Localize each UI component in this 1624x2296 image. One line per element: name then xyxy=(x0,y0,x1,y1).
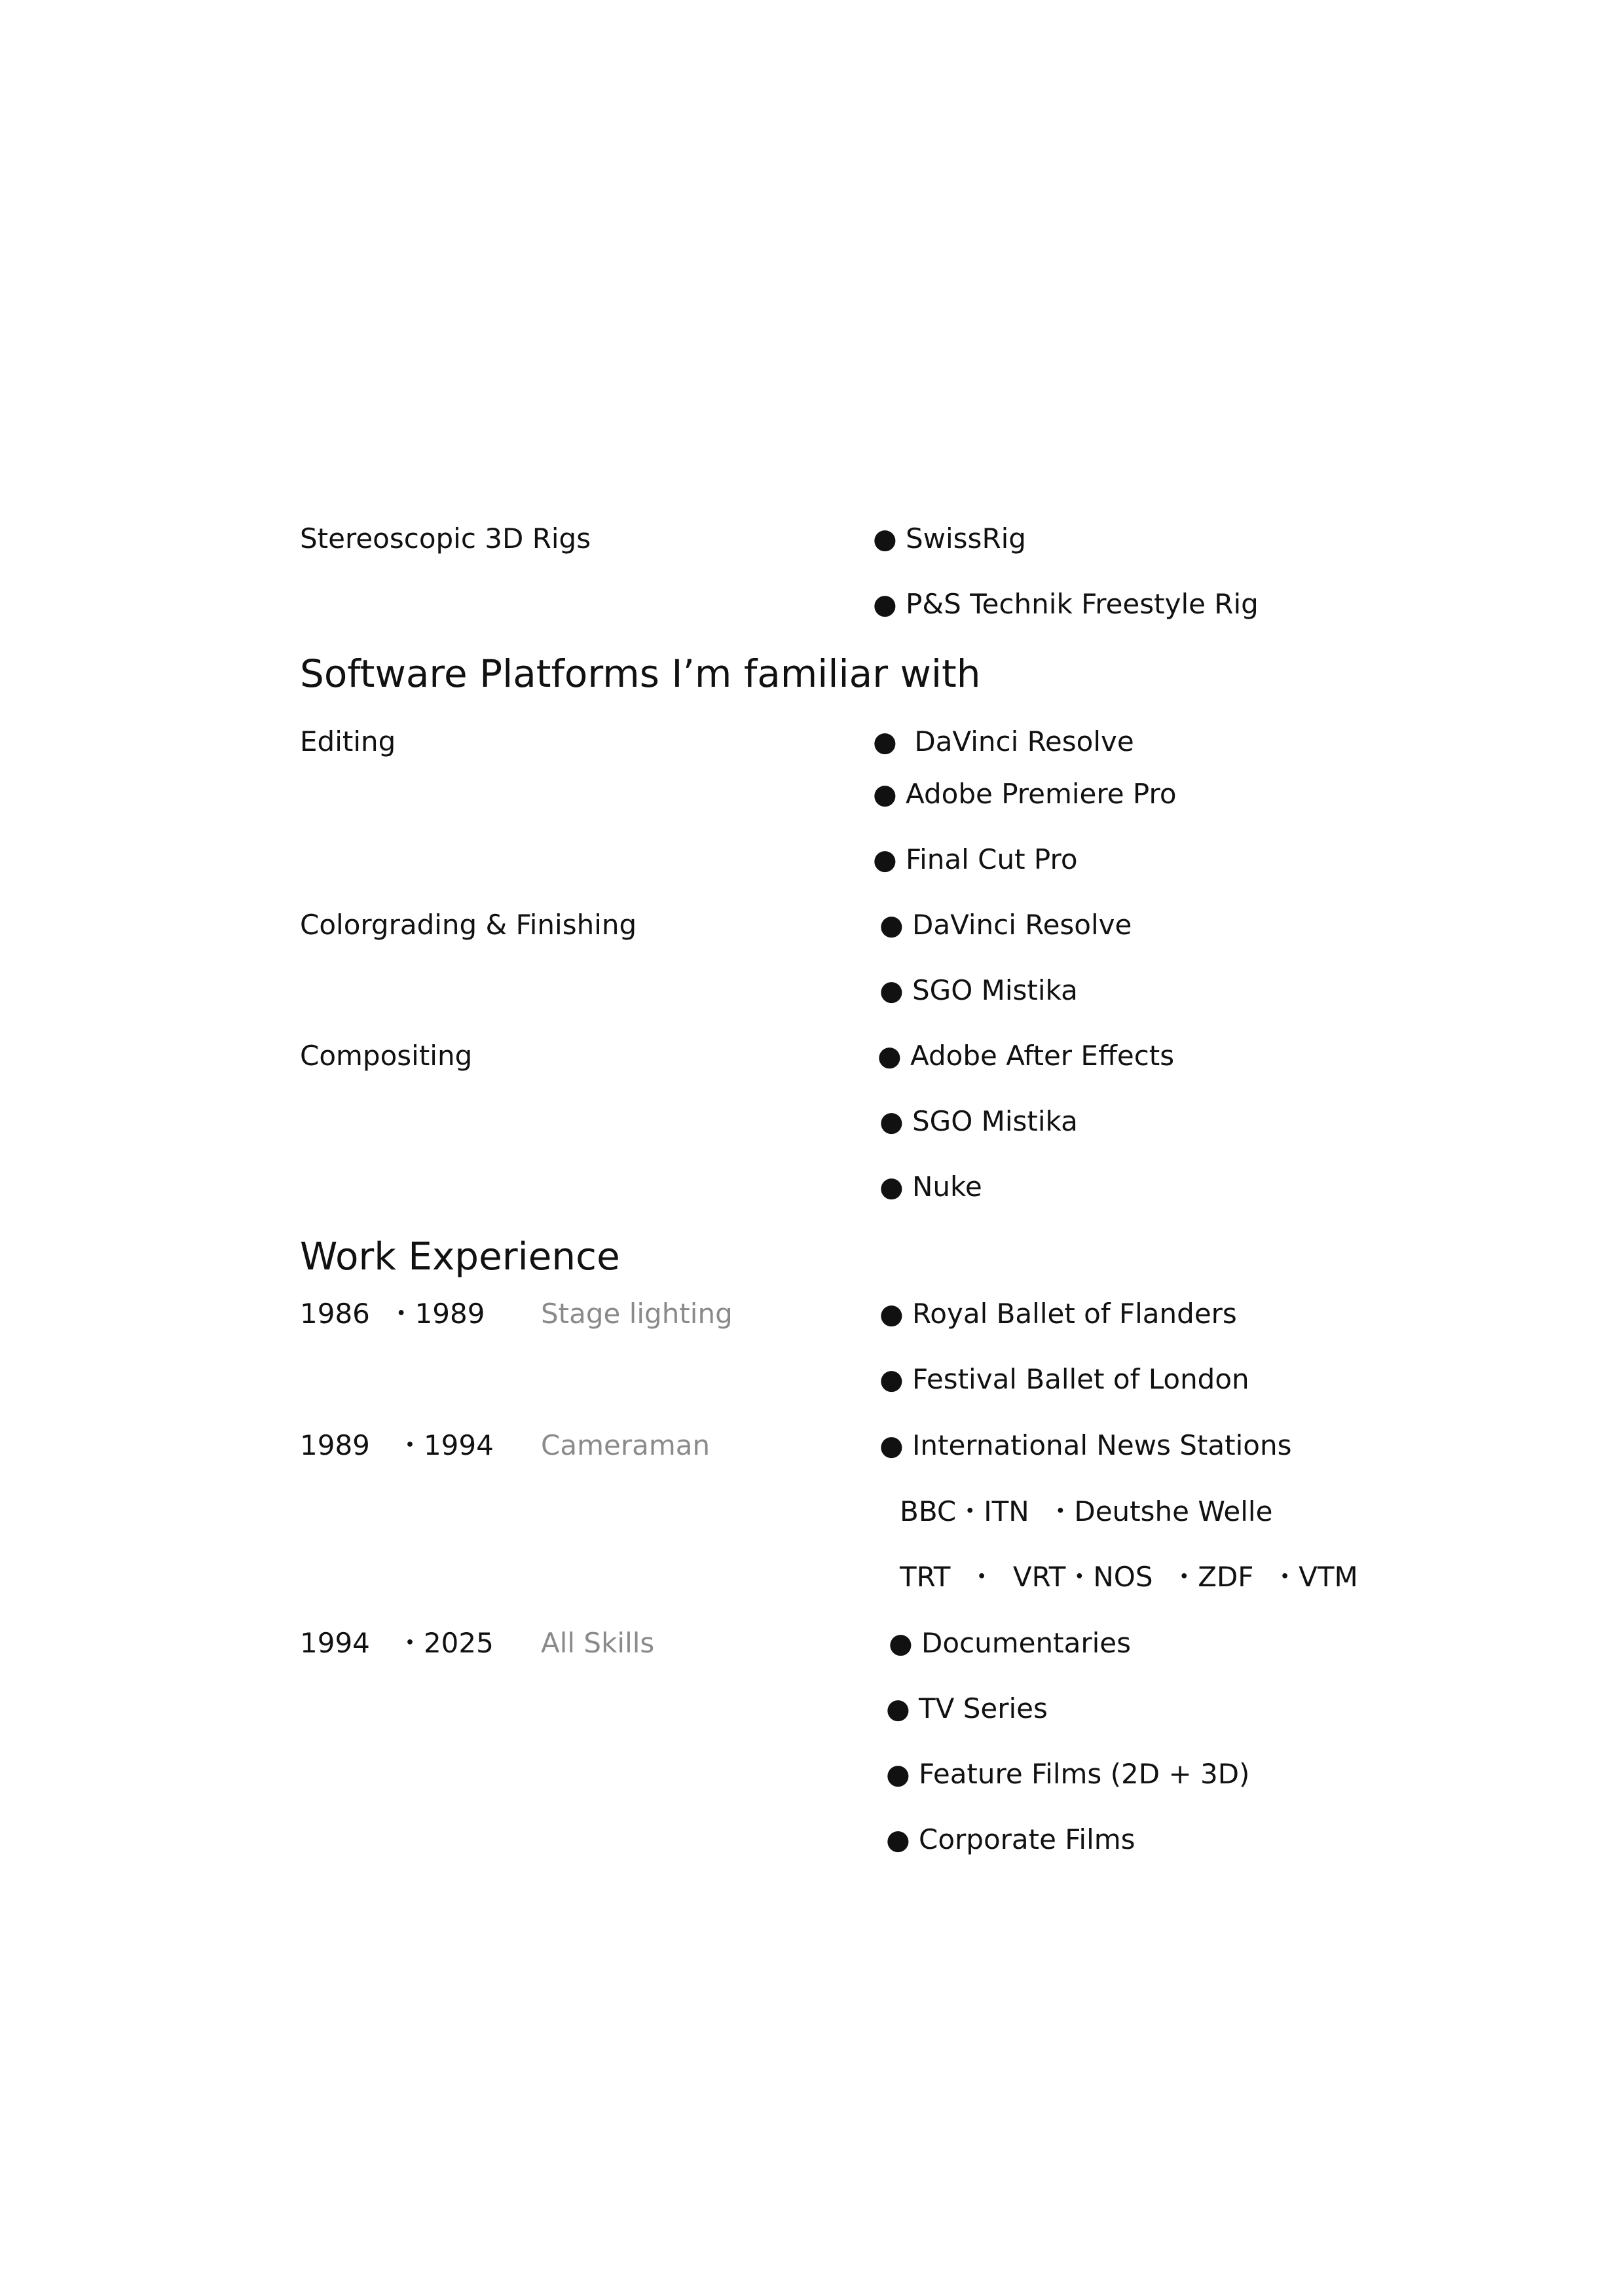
colorgrading-label: Colorgrading & Finishing xyxy=(300,909,637,941)
compositing-item-nuke: ● Nuke xyxy=(879,1171,982,1203)
work-item: ● Documentaries xyxy=(889,1627,1131,1659)
work-item: ● Corporate Films xyxy=(886,1823,1135,1855)
work-years: 1989 ・1994 xyxy=(300,1429,494,1461)
work-item-stations: TRT ・ VRT・NOS ・ZDF ・VTM xyxy=(900,1561,1358,1593)
work-role: Stage lighting xyxy=(541,1298,733,1330)
work-item: ● TV Series xyxy=(886,1692,1048,1724)
compositing-item-aftereffects: ● Adobe After Effects xyxy=(877,1040,1175,1072)
work-years: 1994 ・2025 xyxy=(300,1627,494,1659)
work-item: ● International News Stations xyxy=(879,1429,1292,1461)
work-years: 1986 ・1989 xyxy=(300,1298,485,1330)
editing-label: Editing xyxy=(300,725,396,757)
compositing-item-mistika: ● SGO Mistika xyxy=(879,1105,1078,1137)
work-item: ● Festival Ballet of London xyxy=(879,1363,1249,1395)
colorgrading-item-davinci: ● DaVinci Resolve xyxy=(879,909,1132,941)
work-item-stations: BBC・ITN ・Deutshe Welle xyxy=(900,1495,1273,1527)
editing-item-premiere: ● Adobe Premiere Pro xyxy=(873,778,1177,810)
editing-item-davinci: ● DaVinci Resolve xyxy=(873,725,1134,757)
work-item: ● Feature Films (2D + 3D) xyxy=(886,1758,1250,1790)
rig-item-ps-technik: ● P&S Technik Freestyle Rig xyxy=(873,588,1259,620)
editing-item-finalcut: ● Final Cut Pro xyxy=(873,843,1078,875)
rig-item-swissrig: ● SwissRig xyxy=(873,522,1026,555)
work-role: All Skills xyxy=(541,1627,655,1659)
colorgrading-item-mistika: ● SGO Mistika xyxy=(879,974,1078,1006)
rigs-label: Stereoscopic 3D Rigs xyxy=(300,522,591,555)
software-heading: Software Platforms I’m familiar with xyxy=(300,651,981,696)
work-heading: Work Experience xyxy=(300,1234,620,1279)
work-item: ● Royal Ballet of Flanders xyxy=(879,1298,1237,1330)
compositing-label: Compositing xyxy=(300,1040,473,1072)
work-role: Cameraman xyxy=(541,1429,710,1461)
